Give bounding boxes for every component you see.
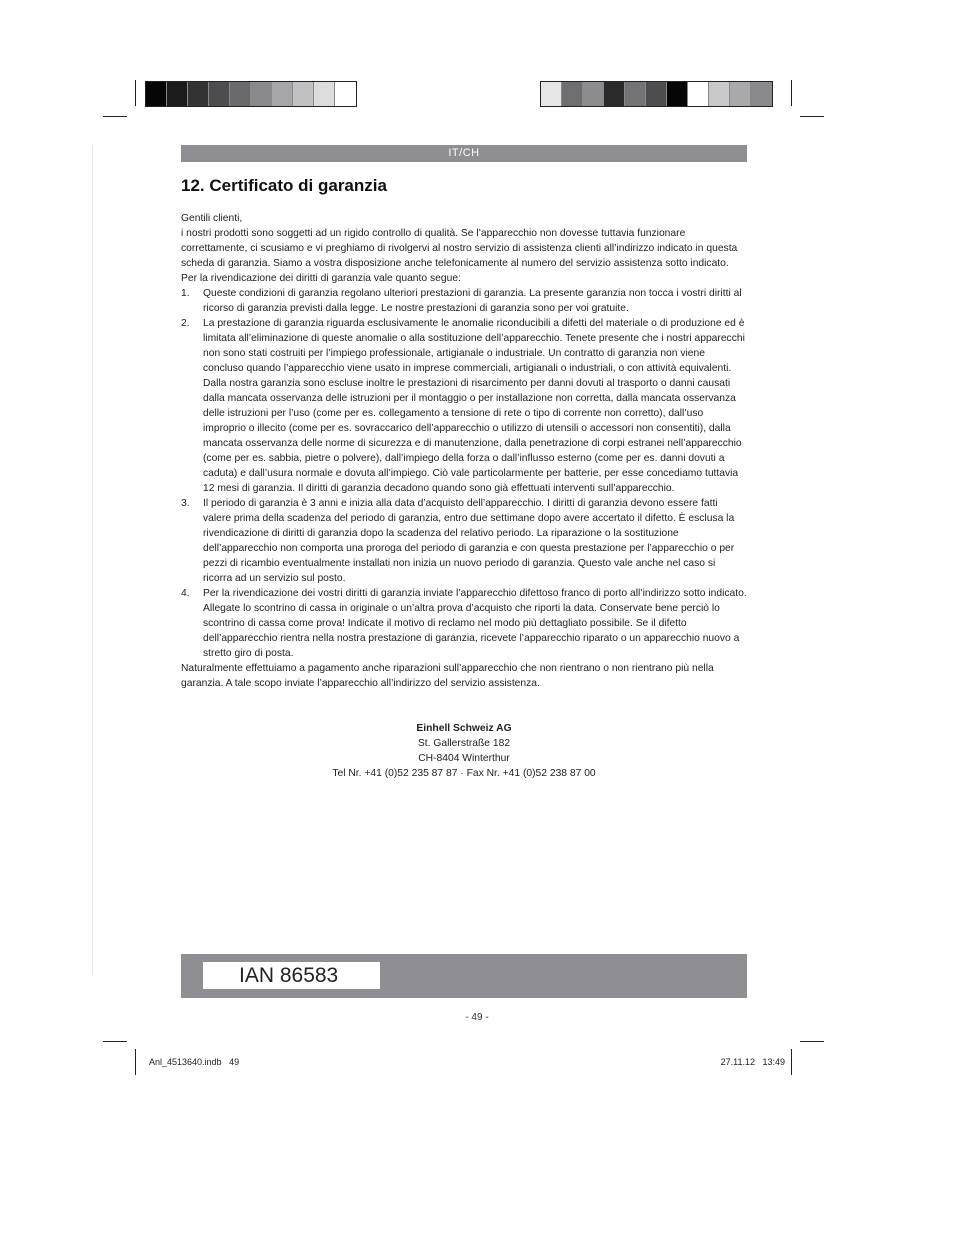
language-bar: IT/CH — [181, 145, 747, 162]
color-swatch — [146, 82, 167, 106]
crop-mark — [103, 116, 127, 117]
list-text: La prestazione di garanzia riguarda esclusivamente le anomalie riconducibili a difetti del materiale o di produzione ed è limitata all’eliminazione di queste anomalie o alla sostituzione dell’apparecchio. Tenete presente che i nostri apparecchi non sono stati costruiti per l’impiego professionale, artigianale o industriale. Un contratto di garanzia non viene concluso quando l’apparecchio viene usato in imprese commerciali, artigianali o industriali, o con attività equivalenti. Dalla nostra garanzia sono escluse inoltre le prestazioni di risarcimento per danni dovuti al trasporto o danni causati dalla mancata osservanza delle istruzioni per il montaggio o per installazione non corretta, dalla mancata osservanza delle istruzioni per l’uso (come per es. collegamento a tensione di rete o tipo di corrente non corretto), dall’uso improprio o illecito (come per es. sovraccarico dell’apparecchio o utilizzo di utensili o accessori non consentiti), dalla mancata osservanza delle norme di sicurezza e di manutenzione, dalla penetrazione di corpi estranei nell’apparecchio (come per es. sabbia, pietre o polvere), dall’impiego della forza o dall’influsso esterno (come per es. danni dovuti a caduta) e dall’usura normale e dovuta all’impiego. Ciò vale particolarmente per batterie, per esse concediamo tuttavia 12 mesi di garanzia. Il diritti di garanzia decadono quando sono già effettuati interventi sull’apparecchio. — [203, 318, 745, 494]
color-swatch — [709, 82, 730, 106]
list-number: 4. — [181, 588, 190, 599]
ian-number: IAN 86583 — [203, 962, 380, 989]
list-number: 2. — [181, 318, 190, 329]
color-swatch — [688, 82, 709, 106]
binding-guide — [92, 145, 93, 975]
color-swatch — [541, 82, 562, 106]
color-swatch — [583, 82, 604, 106]
color-swatch — [167, 82, 188, 106]
crop-mark — [791, 80, 792, 106]
company-name: Einhell Schweiz AG — [416, 723, 512, 734]
section-title: 12. Certificato di garanzia — [181, 176, 387, 195]
conditions-list — [181, 286, 747, 661]
color-swatch — [272, 82, 293, 106]
list-item — [181, 316, 747, 496]
color-swatch — [667, 82, 688, 106]
crop-mark — [800, 1041, 824, 1042]
list-item — [181, 496, 747, 586]
list-item — [181, 286, 747, 316]
greeting: Gentili clienti, — [181, 213, 243, 224]
street: St. Gallerstraße 182 — [417, 738, 511, 749]
crop-mark — [135, 1049, 136, 1075]
color-swatch — [625, 82, 646, 106]
crop-mark — [800, 116, 824, 117]
file-name: Anl_4513640.indb 49 — [149, 1057, 240, 1067]
page-number: - 49 - — [465, 1012, 489, 1023]
color-swatch — [251, 82, 272, 106]
color-swatch — [604, 82, 625, 106]
service-address — [181, 721, 747, 781]
color-swatch — [335, 82, 356, 106]
color-bar-right — [540, 81, 773, 107]
color-swatch — [562, 82, 583, 106]
warranty-text — [181, 211, 747, 691]
intro-paragraph: i nostri prodotti sono soggetti ad un rigido controllo di qualità. Se l’apparecchio non dovesse tuttavia funzionare correttamente, ci scusiamo e vi preghiamo di rivolgervi al nostro servizio di assistenza clienti all’indirizzo indicato in questa scheda di garanzia. Siamo a vostra disposizione anche telefonicamente al numero del servizio assistenza sotto indicato. Per la rivendicazione dei diritti di garanzia vale quanto segue: — [181, 228, 738, 284]
color-swatch — [751, 82, 772, 106]
color-swatch — [209, 82, 230, 106]
color-swatch — [730, 82, 751, 106]
color-swatch — [646, 82, 667, 106]
list-number: 1. — [181, 288, 190, 299]
color-swatch — [230, 82, 251, 106]
print-datetime: 27.11.12 13:49 — [720, 1057, 785, 1067]
crop-mark — [103, 1041, 127, 1042]
list-text: Per la rivendicazione dei vostri diritti di garanzia inviate l’apparecchio difettoso franco di porto all’indirizzo sotto indicato. Allegate lo scontrino di cassa in originale o un’altra prova d’acquisto che riporti la data. Conservate bene perciò lo scontrino di cassa come prova! Indicate il motivo di reclamo nel modo più dettagliato possibile. Se il difetto dell’apparecchio rientra nella nostra prestazione di garanzia, ricevete l’apparecchio riparato o un apparecchio nuovo a stretto giro di posta. — [203, 588, 747, 659]
color-swatch — [188, 82, 209, 106]
list-text: Il periodo di garanzia è 3 anni e inizia alla data d’acquisto dell’apparecchio. I diritti di garanzia devono essere fatti valere prima della scadenza del periodo di garanzia, entro due settimane dopo avere accertato il difetto. È esclusa la rivendicazione di diritti di garanzia dopo la scadenza del relativo periodo. La riparazione o la sostituzione dell’apparecchio non comporta una proroga del periodo di garanzia e con questa prestazione per l’apparecchio o per pezzi di ricambio eventualmente installati non inizia un nuovo periodo di garanzia. Questo vale anche nel caso si ricorra ad un servizio sul posto. — [203, 498, 735, 584]
phone-fax: Tel Nr. +41 (0)52 235 87 87 · Fax Nr. +41 (0)52 238 87 00 — [332, 768, 596, 779]
color-bar-left — [145, 81, 357, 107]
color-swatch — [293, 82, 314, 106]
list-text: Queste condizioni di garanzia regolano ulteriori prestazioni di garanzia. La presente garanzia non tocca i vostri diritti al ricorso di garanzia previsti dalla legge. Le nostre prestazioni di garanzia sono per voi gratuite. — [203, 288, 742, 314]
city: CH-8404 Winterthur — [418, 753, 510, 764]
list-number: 3. — [181, 498, 190, 509]
crop-mark — [791, 1049, 792, 1075]
crop-mark — [135, 80, 136, 106]
color-swatch — [314, 82, 335, 106]
list-item — [181, 586, 747, 661]
closing-paragraph: Naturalmente effettuiamo a pagamento anche riparazioni sull’apparecchio che non rientrano o non rientrano più nella garanzia. A tale scopo inviate l’apparecchio all’indirizzo del servizio assistenza. — [181, 663, 714, 689]
